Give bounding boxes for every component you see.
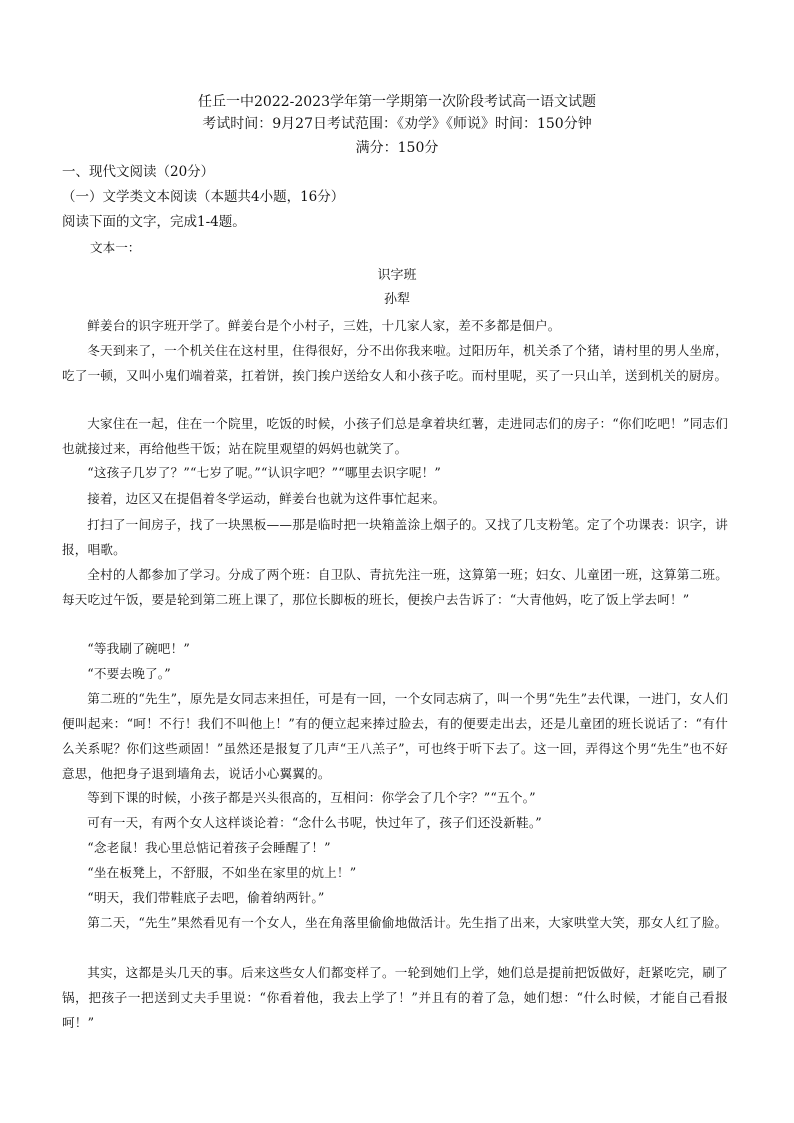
text-one-label: 文本一： [90,240,141,255]
paragraph: 第二天，“先生”果然看见有一个女人，坐在角落里偷偷地做活计。先生指了出来，大家哄堂大笑，那女人红了脸。 [87,915,728,930]
paragraph: “坐在板凳上，不舒服，不如坐在家里的炕上！” [87,865,357,880]
paragraph: 冬天到来了，一个机关住在这村里，住得很好，分不出你我来啦。过阳历年，机关杀了个猪，请村里的男人坐席，吃了一顿，又叫小鬼们端着菜，扛着饼，挨门挨户送给女人和小孩子吃。而村里呢，买了一只山羊，送到机关的厨房。 [62,343,728,383]
paragraph: “不要去晚了。” [87,666,171,681]
full-score: 满分：150分 [355,140,439,156]
exam-title: 任丘一中2022-2023学年第一学期第一次阶段考试高一语文试题 [198,94,596,110]
paragraph: “明天，我们带鞋底子去吧，偷着纳两针。” [87,890,325,905]
paragraph: 鲜姜台的识字班开学了。鲜姜台是个小村子，三姓，十几家人家，差不多都是佃户。 [87,318,561,333]
exam-info: 考试时间：9月27日考试范围：《劝学》《师说》时间：150分钟 [202,116,592,132]
paragraph: “这孩子几岁了？”“七岁了呢。”“认识字吧？”“哪里去识字呢！” [87,465,442,480]
paragraph: “等我刷了碗吧！” [87,641,191,656]
paragraph: 打扫了一间房子，找了一块黑板——那是临时把一块箱盖涂上烟子的。又找了几支粉笔。定了个功课表：识字，讲报，唱歌。 [62,517,728,557]
paragraph: 其实，这都是头几天的事。后来这些女人们都变样了。一轮到她们上学，她们总是提前把饭做好，赶紧吃完，刷了锅，把孩子一把送到丈夫手里说：“你看着他，我去上学了！”并且有的着了急，她们想：“什么时候，才能自己看报呵！” [62,965,728,1030]
article-author: 孙犁 [383,292,410,307]
subsection-heading: （一）文学类文本阅读（本题共4小题，16分） [62,189,345,205]
reading-instruction: 阅读下面的文字，完成1-4题。 [62,214,246,230]
article-title: 识字班 [377,268,417,283]
paragraph: 全村的人都参加了学习。分成了两个班：自卫队、青抗先注一班，这算第一班；妇女、儿童团一班，这算第二班。每天吃过午饭，要是轮到第二班上课了，那位长脚板的班长，便挨户去告诉了：“大青他妈，吃了饭上学去呵！” [62,567,728,607]
paragraph: 第二班的“先生”，原先是女同志来担任，可是有一回，一个女同志病了，叫一个男“先生”去代课，一进门，女人们便叫起来：“呵！不行！我们不叫他上！”有的便立起来捧过脸去，有的便要走出去，还是儿童团的班长说话了：“有什么关系呢？你们这些顽固！”虽然还是报复了几声“王八羔子”，可也终于听下去了。这一回，弄得这个男“先生”也不好意思，他把身子退到墙角去，说话小心翼翼的。 [62,691,728,781]
paragraph: “念老鼠！我心里总惦记着孩子会睡醒了！” [87,840,331,855]
paragraph: 大家住在一起，住在一个院里，吃饭的时候，小孩子们总是拿着块红薯，走进同志们的房子：“你们吃吧！”同志们也就接过来，再给他些干饭；站在院里观望的妈妈也就笑了。 [62,416,728,456]
paragraph: 等到下课的时候，小孩子都是兴头很高的，互相问：你学会了几个字？”“五个。” [87,790,536,805]
paragraph: 接着，边区又在提倡着冬学运动，鲜姜台也就为这件事忙起来。 [87,491,446,506]
section-heading: 一、现代文阅读（20分） [62,164,215,180]
paragraph: 可有一天，有两个女人这样谈论着：“念什么书呢，快过年了，孩子们还没新鞋。” [87,815,542,830]
